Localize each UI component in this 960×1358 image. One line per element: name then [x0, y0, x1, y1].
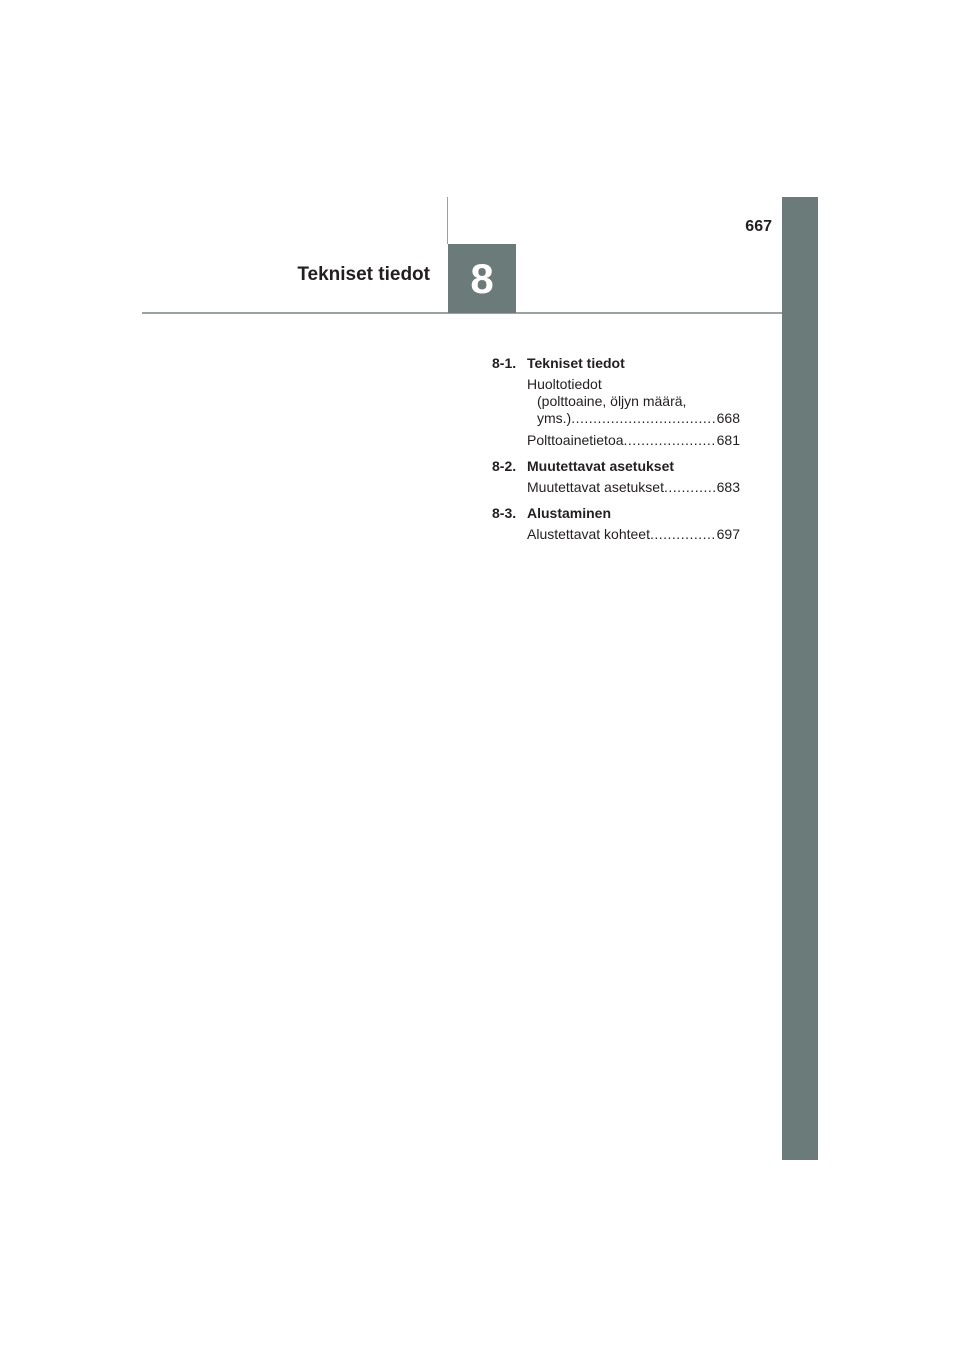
toc-section-title: Alustaminen: [527, 505, 612, 521]
toc-entry-line: [527, 410, 740, 427]
toc-entry-line: [527, 526, 740, 543]
chapter-number-box: 8: [448, 244, 516, 313]
toc-dot-leader: [650, 526, 716, 543]
toc-section-heading: [492, 458, 740, 475]
toc-entry-text: Polttoainetietoa: [527, 432, 624, 448]
chapter-title: Tekniset tiedot: [297, 264, 430, 285]
toc-entry[interactable]: [527, 432, 740, 449]
toc-entry[interactable]: [527, 376, 740, 427]
side-tab: [782, 197, 818, 1160]
toc-dot-leader: [664, 479, 716, 496]
toc-section-number: 8-1.: [492, 355, 517, 371]
toc-entry-text: Muutettavat asetukset: [527, 479, 664, 495]
toc-entry-page: 683: [716, 479, 740, 495]
toc-entry-line: [527, 479, 740, 496]
toc-entry-page: 697: [716, 526, 740, 542]
toc-entry[interactable]: [527, 526, 740, 543]
toc-entry-text: Alustettavat kohteet: [527, 526, 650, 542]
toc-section-number: 8-3.: [492, 505, 517, 521]
toc-entry-text: yms.): [537, 410, 572, 426]
toc-section-number: 8-2.: [492, 458, 517, 474]
toc-dot-leader: [571, 410, 715, 427]
toc-dot-leader: [624, 432, 716, 449]
toc-entry-line: (polttoaine, öljyn määrä,: [537, 393, 687, 409]
header-divider-vertical: [447, 197, 448, 244]
toc-section-heading: [492, 355, 740, 372]
toc-section-title: Tekniset tiedot: [527, 355, 625, 371]
toc-section-heading: [492, 505, 740, 522]
toc-entry-page: 681: [716, 432, 740, 448]
table-of-contents: [492, 355, 740, 543]
toc-entry-line: [527, 432, 740, 449]
toc-entry[interactable]: [527, 479, 740, 496]
toc-entry-line: Huoltotiedot: [527, 376, 602, 392]
toc-section-title: Muutettavat asetukset: [527, 458, 675, 474]
page-number: 667: [745, 218, 772, 235]
toc-entry-page: 668: [716, 410, 740, 426]
